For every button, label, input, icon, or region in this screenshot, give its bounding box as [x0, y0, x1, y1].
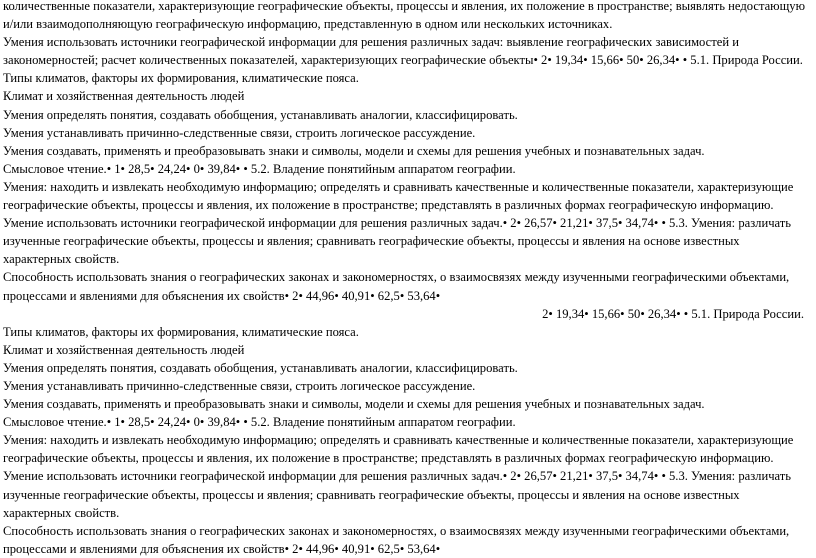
paragraph-semantic-reading-repeat: Смысловое чтение.• 1• 28,5• 24,24• 0• 39,84• • 5.2. Владение понятийным аппаратом географии. [3, 415, 516, 430]
paragraph-climate-activity: Климат и хозяйственная деятельность людей [3, 89, 245, 104]
paragraph-geo-info-tasks: Умения использовать источники географической информации для решения различных задач: выявление географических зависимостей и закономерностей; расчет количественных показателей, характеризующих географические объекты• 2• 19,34• 15,66• 50• 26,34• • 5.1. Природа России. [3, 35, 803, 68]
paragraph-use-sources-repeat: Умение использовать источники географической информации для решения различных задач.• 2• 26,57• 21,21• 37,5• 34,74• • 5.3. Умения: различать изученные географические объекты, процессы и явления; сравнивать географические объекты, процессы и явления на основе известных характерных свойств. [3, 469, 792, 520]
paragraph-use-sources: Умение использовать источники географической информации для решения различных задач.• 2• 26,57• 21,21• 37,5• 34,74• • 5.3. Умения: различать изученные географические объекты, процессы и явления; сравнивать географические объекты, процессы и явления на основе известных характерных свойств. [3, 216, 792, 267]
paragraph-climate-types-repeat: Типы климатов, факторы их формирования, климатические пояса. [3, 324, 359, 339]
paragraph-geo-laws: Способность использовать знания о географических законах и закономерностях, о взаимосвязях между изученными географическими объектами, процессами и явлениями для объяснения их свойств• 2• 44,96• 40,91• 62,5• 53,64• [3, 270, 790, 303]
paragraph-causal-links: Умения устанавливать причинно-следственные связи, строить логическое рассуждение. [3, 125, 476, 140]
paragraph-geo-laws-repeat: Способность использовать знания о географических законах и закономерностях, о взаимосвязях между изученными географическими объектами, процессами и явлениями для объяснения их свойств• 2• 44,96• 40,91• 62,5• 53,64• [3, 523, 790, 556]
paragraph-climate-activity-repeat: Климат и хозяйственная деятельность людей [3, 342, 245, 357]
paragraph-find-information-repeat: Умения: находить и извлекать необходимую информацию; определять и сравнивать качественные и количественные показатели, характеризующие географические объекты, процессы и явления, их положение в пространстве; представлять в различных формах географическую информацию. [3, 433, 794, 466]
paragraph-semantic-reading: Смысловое чтение.• 1• 28,5• 24,24• 0• 39,84• • 5.2. Владение понятийным аппаратом географии. [3, 161, 516, 176]
paragraph-climate-types: Типы климатов, факторы их формирования, климатические пояса. [3, 71, 359, 86]
paragraph-signs-symbols-repeat: Умения создавать, применять и преобразовывать знаки и символы, модели и схемы для решения учебных и познавательных задач. [3, 397, 705, 412]
paragraph-define-concepts-repeat: Умения определять понятия, создавать обобщения, устанавливать аналогии, классифицировать. [3, 360, 518, 375]
paragraph-signs-symbols: Умения создавать, применять и преобразовывать знаки и символы, модели и схемы для решения учебных и познавательных задач. [3, 143, 705, 158]
right-aligned-scores-line: 2• 19,34• 15,66• 50• 26,34• • 5.1. Природа России. [542, 306, 804, 321]
paragraph-info-sources-tail: количественные показатели, характеризующие географические объекты, процессы и явления, их положение в пространстве; выявлять недостающую и/или взаимодополняющую географическую информацию, представленную в одном или нескольких источниках. [3, 0, 805, 32]
paragraph-causal-links-repeat: Умения устанавливать причинно-следственные связи, строить логическое рассуждение. [3, 378, 476, 393]
paragraph-find-information: Умения: находить и извлекать необходимую информацию; определять и сравнивать качественные и количественные показатели, характеризующие географические объекты, процессы и явления, их положение в пространстве; представлять в различных формах географическую информацию. [3, 179, 794, 213]
paragraph-define-concepts: Умения определять понятия, создавать обобщения, устанавливать аналогии, классифицировать. [3, 107, 518, 122]
